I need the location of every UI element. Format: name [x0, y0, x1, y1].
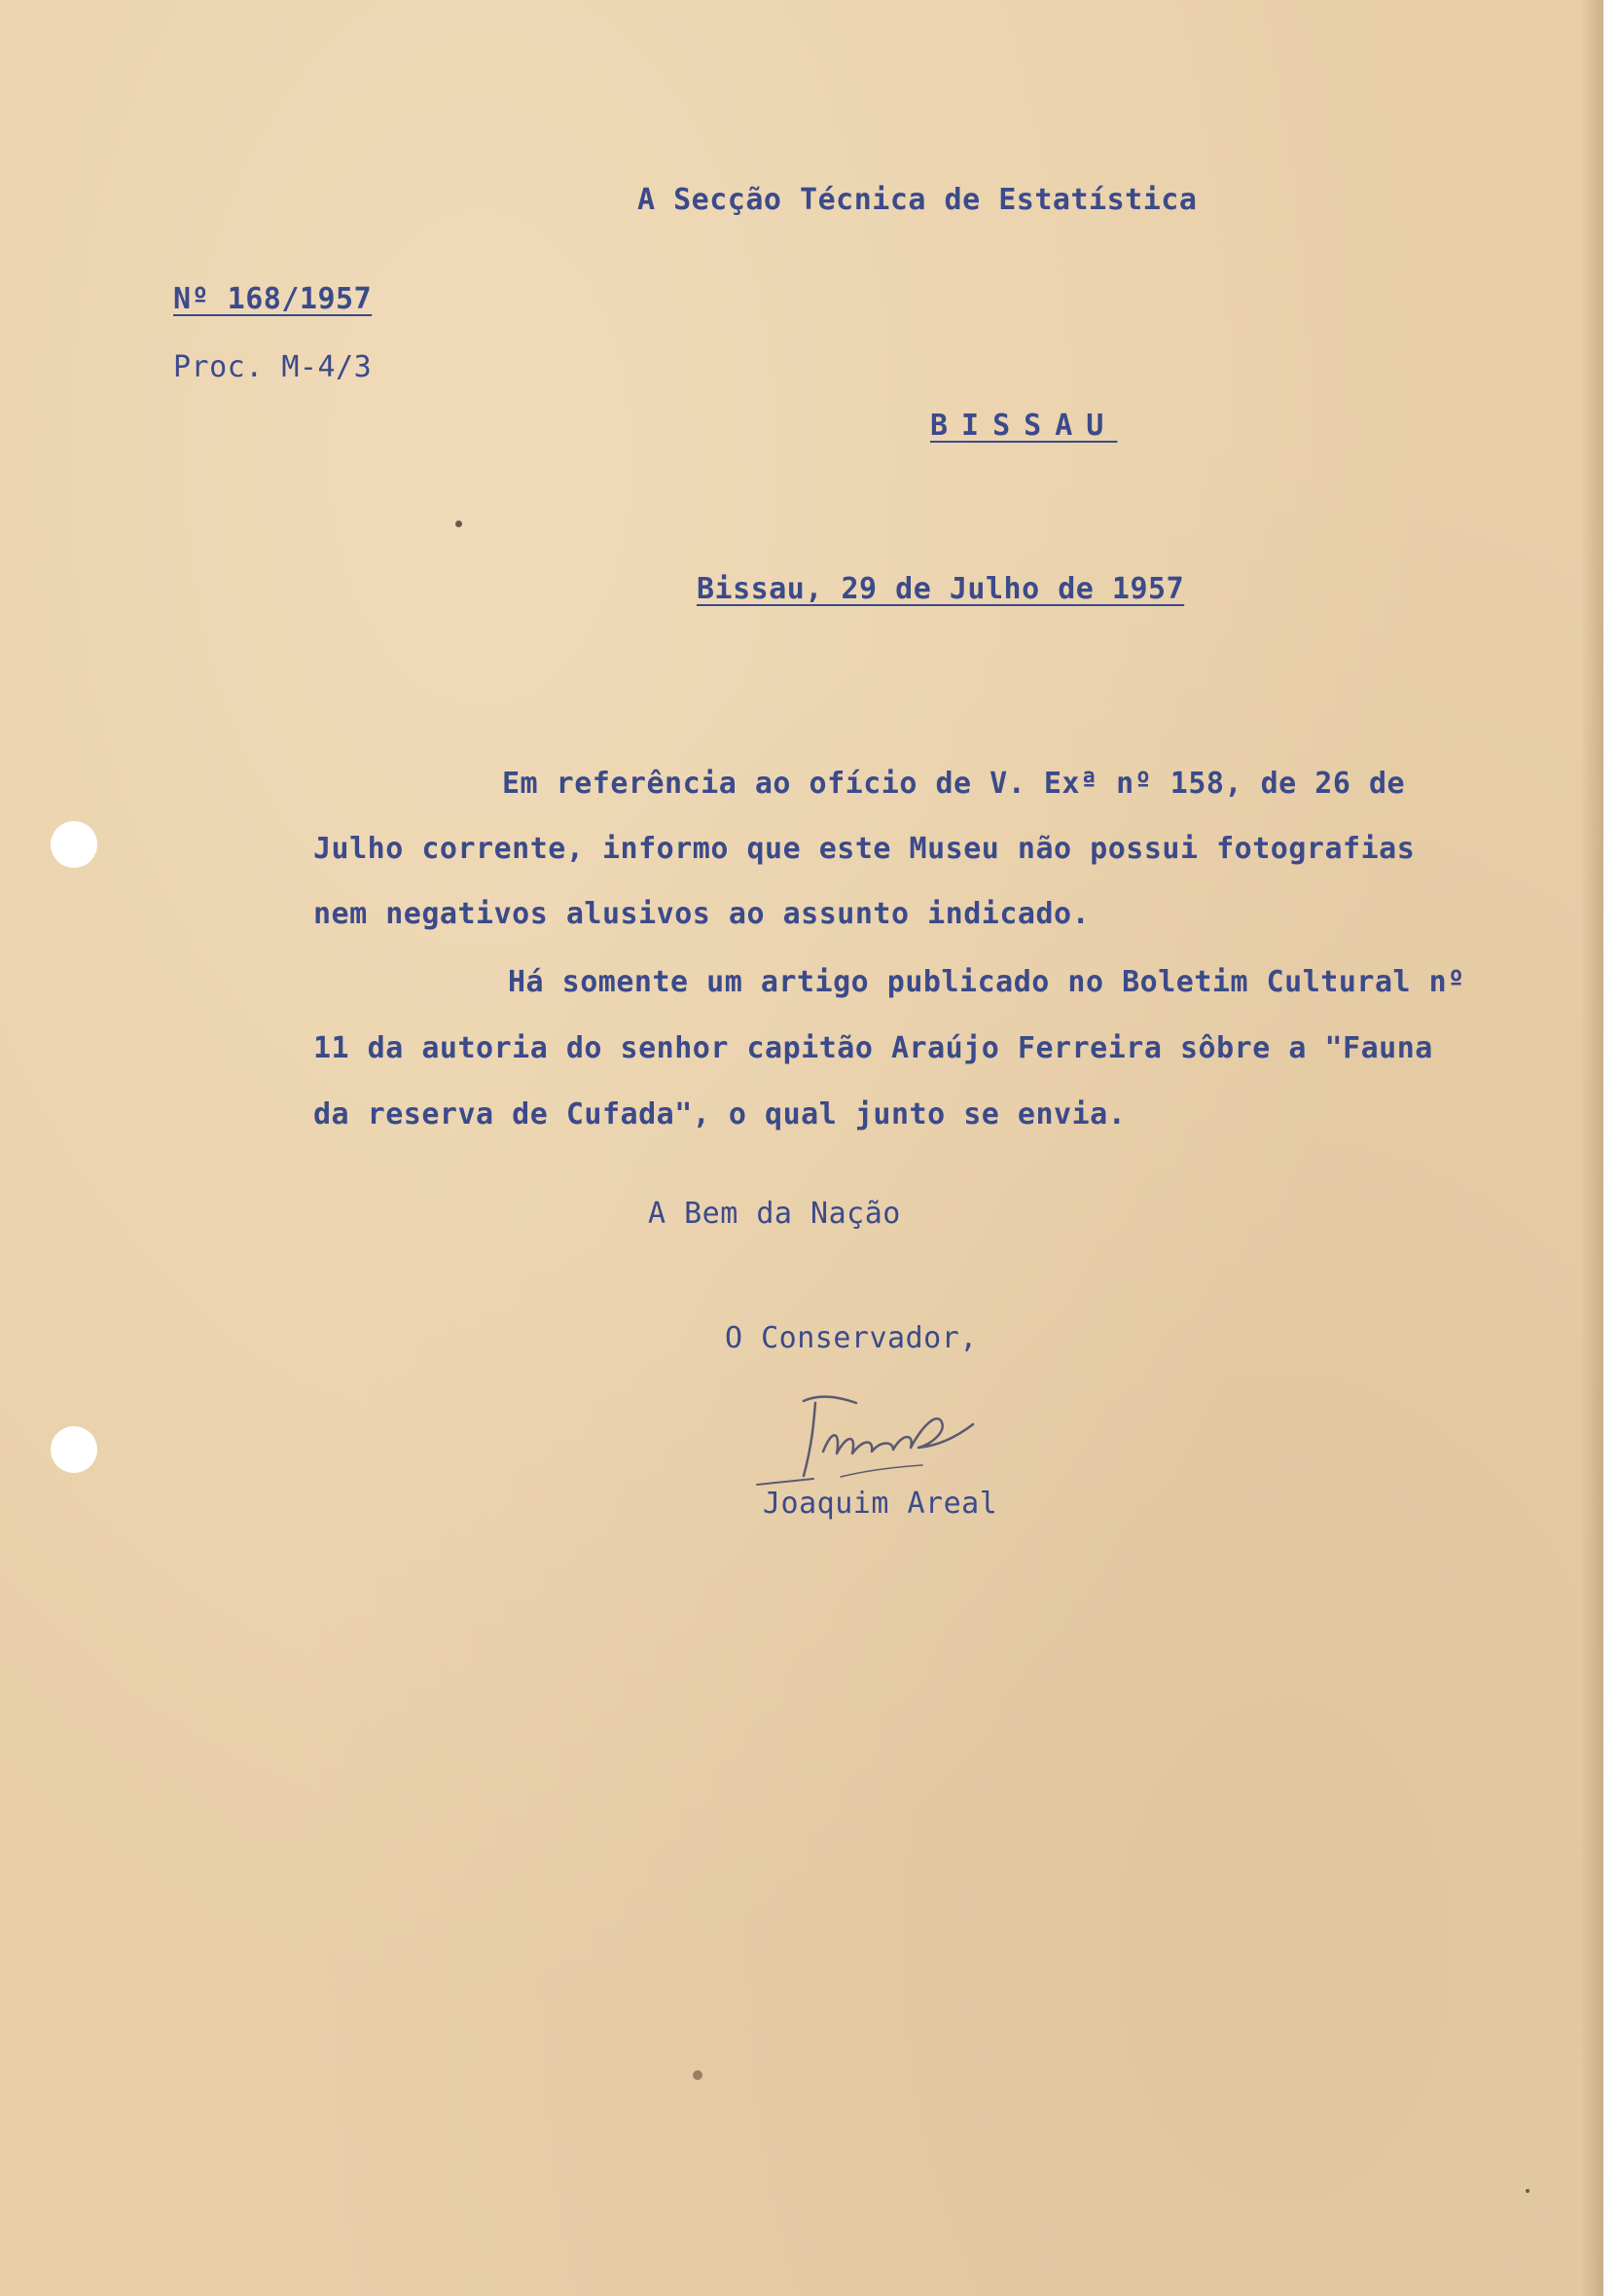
binder-hole-top: [51, 821, 97, 868]
paper-speck: [1526, 2189, 1529, 2193]
body-line: Em referência ao ofício de V. Exª nº 158, de 26 de: [502, 767, 1406, 801]
binder-hole-bottom: [51, 1426, 97, 1473]
page-edge-shadow: [1580, 0, 1603, 2296]
signatory-name: Joaquim Areal: [763, 1487, 998, 1521]
destination-city: BISSAU: [930, 409, 1118, 443]
paper-speck: [455, 520, 462, 527]
body-line: da reserva de Cufada", o qual junto se envia.: [313, 1097, 1127, 1131]
closing-salutation: A Bem da Nação: [648, 1197, 901, 1231]
paper-speck: [693, 2070, 702, 2080]
signatory-title: O Conservador,: [725, 1321, 978, 1355]
body-line: nem negativos alusivos ao assunto indicado.: [313, 897, 1091, 931]
body-line: Há somente um artigo publicado no Boletim Cultural nº: [508, 965, 1465, 999]
body-line: Julho corrente, informo que este Museu não possui fotografias: [313, 832, 1416, 866]
body-line: 11 da autoria do senhor capitão Araújo Ferreira sôbre a "Fauna: [313, 1031, 1433, 1065]
letter-date: Bissau, 29 de Julho de 1957: [697, 572, 1185, 606]
reference-number: Nº 168/1957: [173, 282, 373, 316]
process-number: Proc. M-4/3: [173, 350, 373, 384]
handwritten-signature: [747, 1383, 1010, 1490]
addressee: A Secção Técnica de Estatística: [637, 183, 1198, 217]
